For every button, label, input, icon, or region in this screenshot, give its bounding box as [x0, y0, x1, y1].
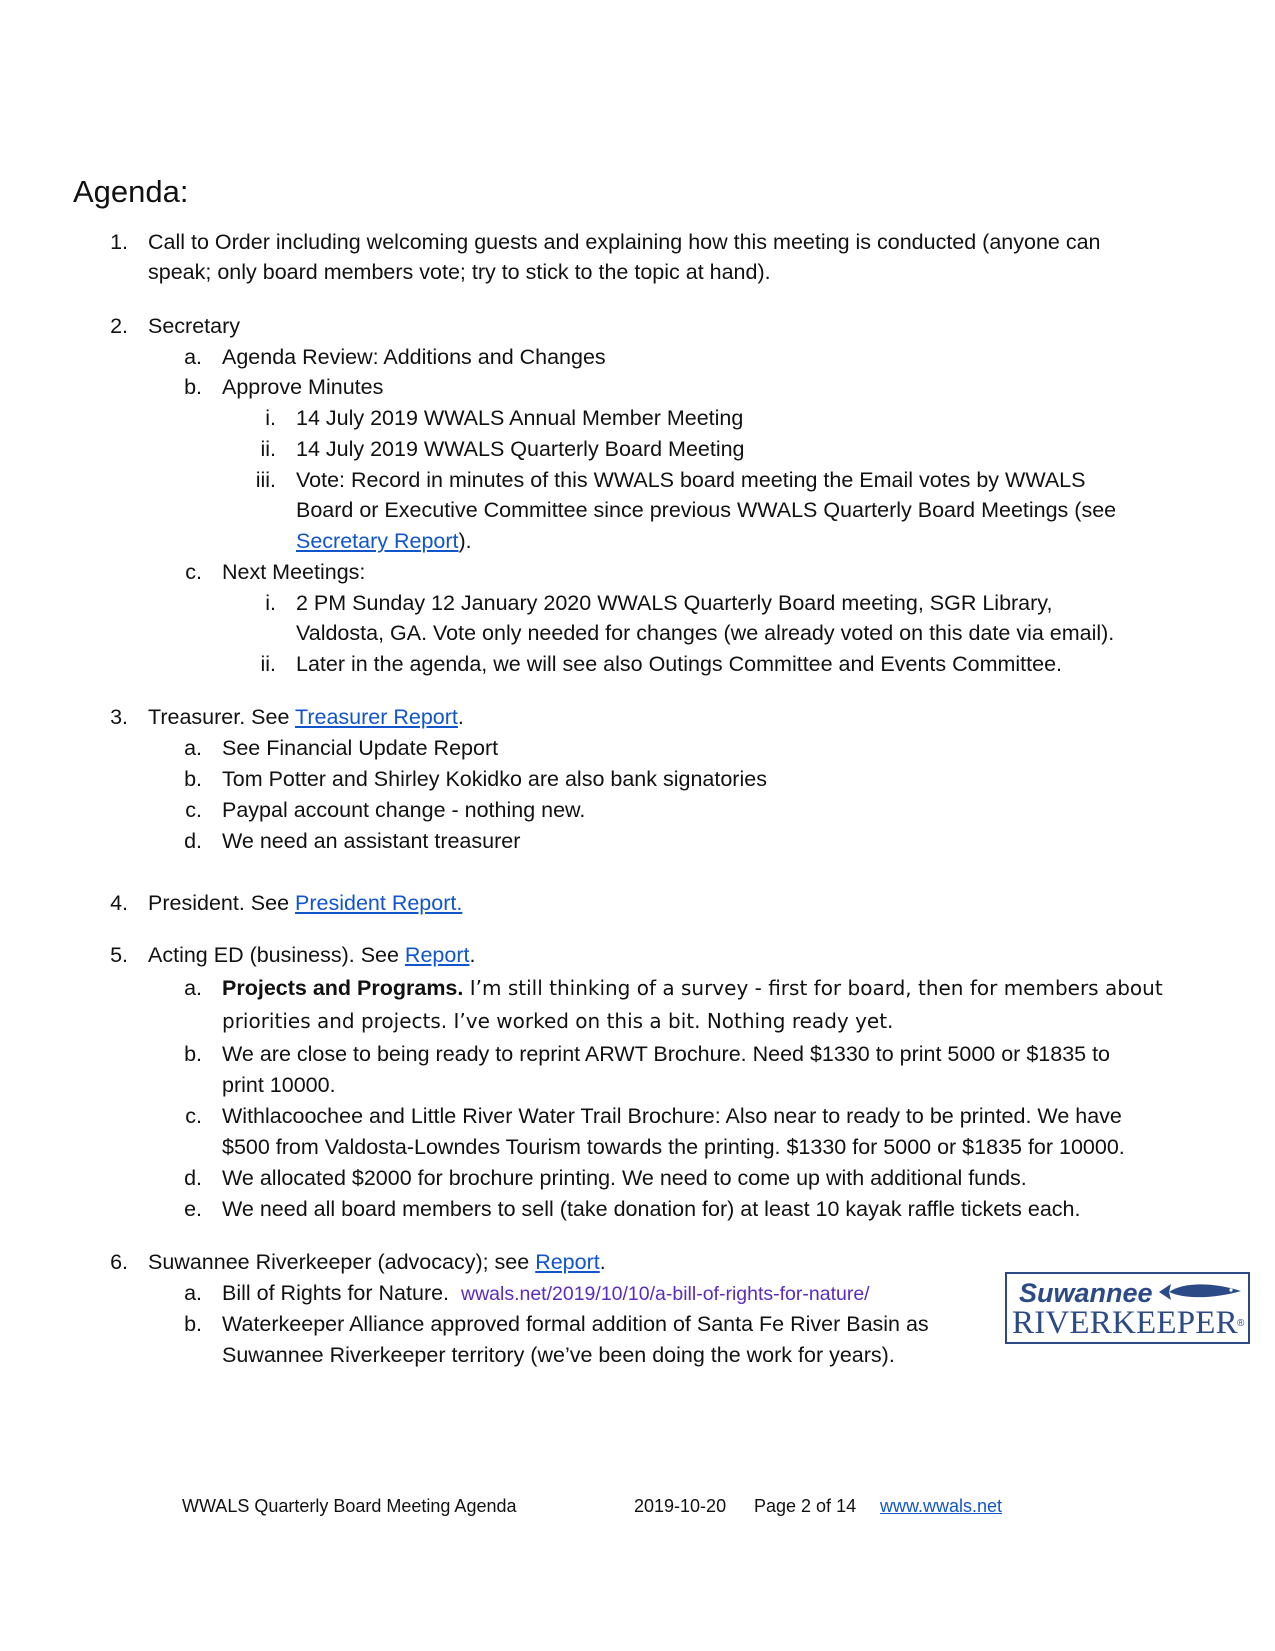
- sub-marker: e.: [184, 1197, 202, 1221]
- sub-item-text: Tom Potter and Shirley Kokidko are also bank signatories: [222, 767, 767, 791]
- bill-of-rights-url[interactable]: wwals.net/2019/10/10/a-bill-of-rights-for-nature/: [460, 1283, 870, 1305]
- sub-item-text: Waterkeeper Alliance approved formal addition of Santa Fe River Basin as: [222, 1312, 929, 1336]
- sub-marker: a.: [184, 736, 202, 760]
- agenda-heading: Agenda:: [73, 174, 189, 209]
- item-title: Acting ED (business). See Report.: [148, 943, 476, 967]
- sub-item-text: We are close to being ready to reprint ARWT Brochure. Need $1330 to print 5000 or $1835 to: [222, 1042, 1111, 1066]
- ed-report-link[interactable]: Report: [404, 943, 470, 967]
- logo-text-suwannee: Suwannee: [1019, 1278, 1153, 1308]
- riverkeeper-report-link[interactable]: Report: [535, 1250, 600, 1274]
- item-text-line: Call to Order including welcoming guests and explaining how this meeting is conducted (anyone can: [148, 230, 1101, 254]
- item-title: President. See President Report.: [148, 891, 463, 915]
- item-number: 4.: [110, 891, 128, 915]
- item-number: 3.: [110, 705, 128, 729]
- sub-marker: d.: [184, 1166, 202, 1190]
- sub-marker: b.: [184, 1312, 202, 1336]
- subsub-marker: i.: [265, 406, 276, 430]
- sub-item-text: Agenda Review: Additions and Changes: [222, 345, 606, 369]
- president-report-link[interactable]: President Report.: [295, 891, 463, 915]
- secretary-report-link[interactable]: Secretary Report: [296, 529, 459, 553]
- sub-item-text: $500 from Valdosta-Lowndes Tourism towards the printing. $1330 for 5000 or $1835 for 10000.: [222, 1135, 1125, 1159]
- sub-marker: b.: [184, 1042, 202, 1066]
- sub-item-text: priorities and projects. I’ve worked on this a bit. Nothing ready yet.: [222, 1009, 894, 1033]
- sub-item-text: Next Meetings:: [222, 560, 366, 584]
- registered-mark: ®: [1237, 1318, 1245, 1329]
- item-title: Secretary: [148, 314, 241, 338]
- subsub-item-text: Later in the agenda, we will see also Outings Committee and Events Committee.: [296, 652, 1063, 676]
- subsub-item-text: Vote: Record in minutes of this WWALS board meeting the Email votes by WWALS: [296, 468, 1086, 492]
- sub-item-text: Withlacoochee and Little River Water Trail Brochure: Also near to ready to be printed. We have: [222, 1104, 1122, 1128]
- footer-page-number: Page 2 of 14: [754, 1496, 857, 1516]
- subsub-item-text: 14 July 2019 WWALS Quarterly Board Meeting: [296, 437, 745, 461]
- sub-marker: c.: [185, 798, 202, 822]
- sub-item-text: Approve Minutes: [222, 375, 384, 399]
- sub-marker: b.: [184, 375, 202, 399]
- sub-item-text: We need an assistant treasurer: [222, 829, 521, 853]
- suwannee-riverkeeper-logo: [1005, 1272, 1250, 1344]
- logo-text-riverkeeper: RIVERKEEPER: [1012, 1305, 1238, 1341]
- sub-item-text: Paypal account change - nothing new.: [222, 798, 586, 822]
- subsub-marker: i.: [265, 591, 276, 615]
- sub-marker: b.: [184, 767, 202, 791]
- sub-item-text: Bill of Rights for Nature. wwals.net/2019/10/10/a-bill-of-rights-for-nature/: [222, 1281, 870, 1305]
- subsub-item-text: 14 July 2019 WWALS Annual Member Meeting: [296, 406, 744, 430]
- sub-item-text: Suwannee Riverkeeper territory (we’ve been doing the work for years).: [222, 1343, 895, 1367]
- subsub-item-text: 2 PM Sunday 12 January 2020 WWALS Quarterly Board meeting, SGR Library,: [296, 591, 1053, 615]
- subsub-item-text: Valdosta, GA. Vote only needed for changes (we already voted on this date via email).: [296, 621, 1115, 645]
- item-title: Treasurer. See Treasurer Report.: [148, 705, 464, 729]
- sub-item-text: We need all board members to sell (take donation for) at least 10 kayak raffle tickets each.: [222, 1197, 1081, 1221]
- sub-item-text: Projects and Programs. I’m still thinking of a survey - first for board, then for members about: [222, 976, 1163, 1000]
- sub-marker: a.: [184, 1281, 202, 1305]
- sub-marker: a.: [184, 976, 202, 1000]
- sub-marker: c.: [185, 1104, 202, 1128]
- footer-title: WWALS Quarterly Board Meeting Agenda: [182, 1496, 517, 1516]
- subsub-item-text: Board or Executive Committee since previous WWALS Quarterly Board Meetings (see: [296, 498, 1117, 522]
- fish-icon: [1157, 1280, 1245, 1304]
- item-number: 2.: [110, 314, 128, 338]
- item-number: 6.: [110, 1250, 128, 1274]
- sub-marker: a.: [184, 345, 202, 369]
- item-title: Suwannee Riverkeeper (advocacy); see Report.: [148, 1250, 606, 1274]
- item-text-line: speak; only board members vote; try to stick to the topic at hand).: [148, 260, 771, 284]
- treasurer-report-link[interactable]: Treasurer Report: [295, 705, 458, 729]
- sub-item-text: See Financial Update Report: [222, 736, 499, 760]
- subsub-marker: ii.: [260, 437, 276, 461]
- sub-item-text: We allocated $2000 for brochure printing. We need to come up with additional funds.: [222, 1166, 1027, 1190]
- sub-marker: c.: [185, 560, 202, 584]
- footer-website-link[interactable]: www.wwals.net: [880, 1496, 1003, 1516]
- subsub-item-text: Secretary Report).: [296, 529, 472, 553]
- sub-item-text: print 10000.: [222, 1073, 336, 1097]
- item-number: 5.: [110, 943, 128, 967]
- subsub-marker: iii.: [255, 468, 276, 492]
- item-number: 1.: [110, 230, 128, 254]
- sub-marker: d.: [184, 829, 202, 853]
- subsub-marker: ii.: [260, 652, 276, 676]
- footer-date: 2019-10-20: [634, 1496, 727, 1516]
